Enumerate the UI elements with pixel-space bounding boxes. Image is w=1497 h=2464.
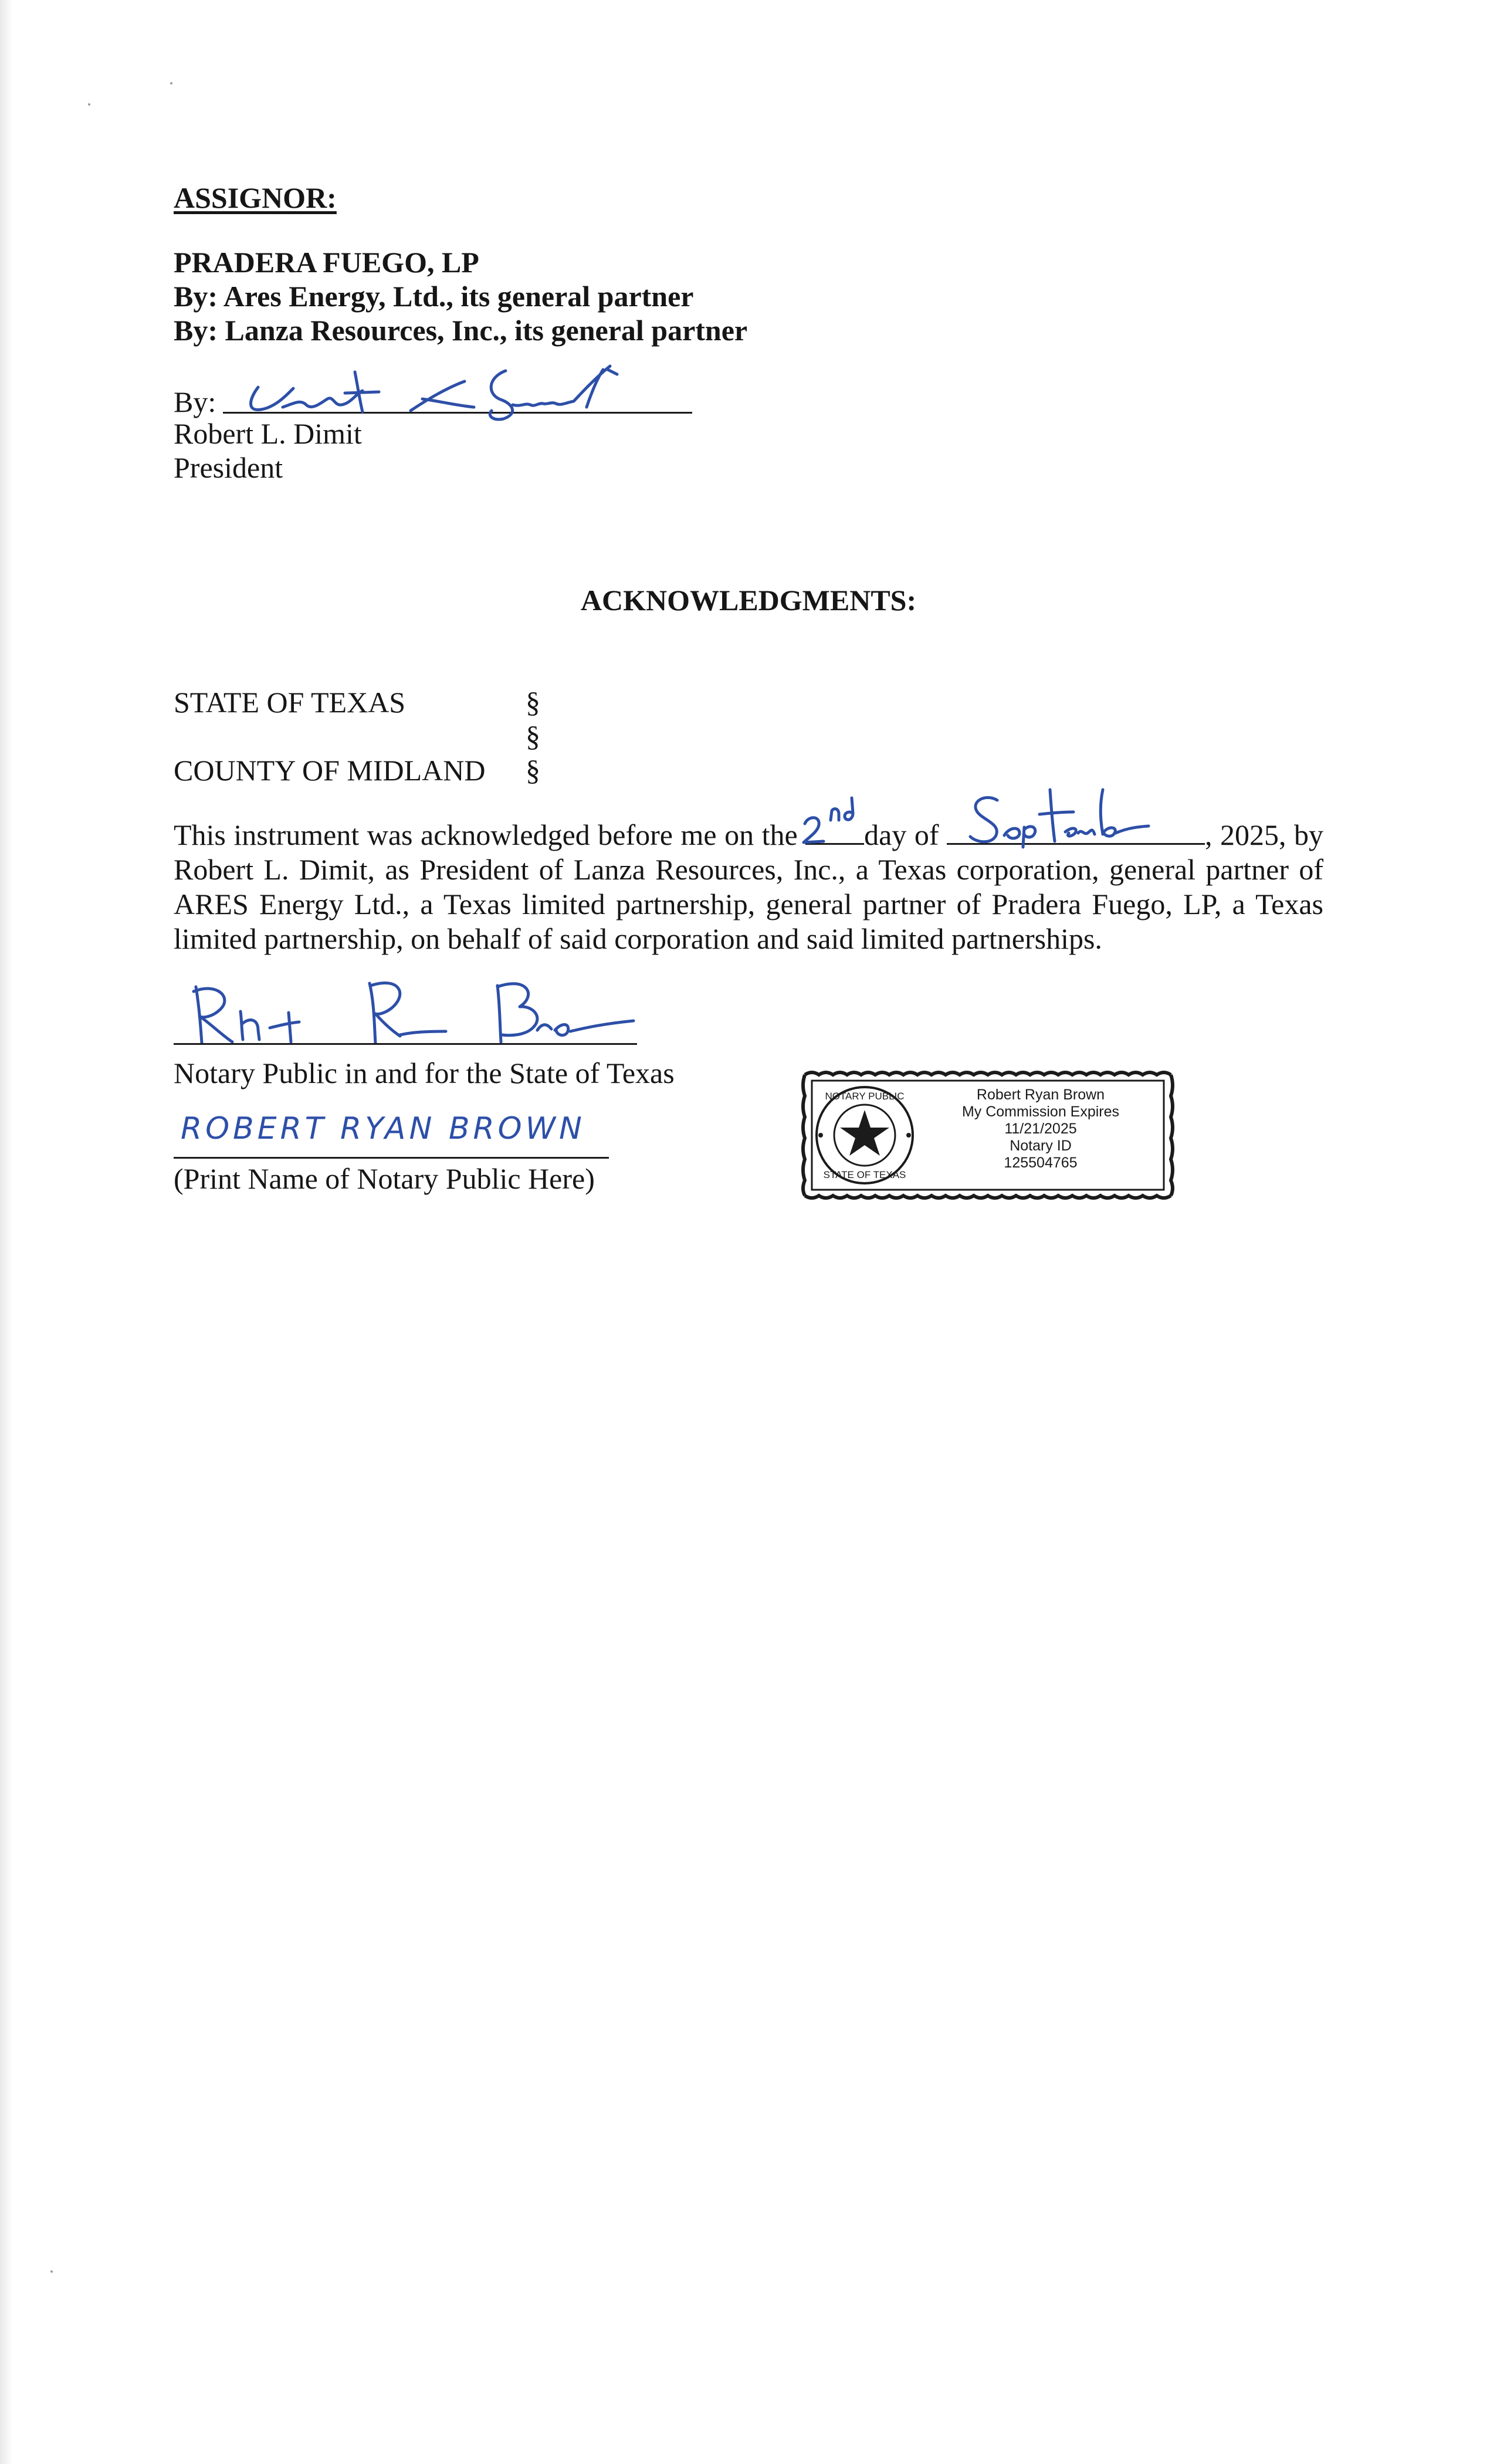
- scan-speck: [88, 103, 90, 106]
- section-symbol: §: [526, 754, 540, 787]
- scan-edge-shadow: [0, 0, 13, 2464]
- notary-stamp: [800, 1068, 1176, 1203]
- acknowledgments-heading: ACKNOWLEDGMENTS:: [580, 584, 917, 617]
- stamp-commission-label: My Commission Expires: [961, 1104, 1120, 1120]
- print-name-label: (Print Name of Notary Public Here): [174, 1162, 595, 1195]
- paragraph-line-3: ARES Energy Ltd., a Texas limited partnership, general partner of Pradera Fuego, LP, a Texas: [174, 888, 1323, 920]
- scan-speck: [170, 82, 172, 84]
- signer-title: President: [174, 451, 283, 484]
- assignor-by-line-1: By: Ares Energy, Ltd., its general partner: [174, 280, 694, 313]
- print-name-line: [174, 1157, 609, 1159]
- notary-public-label: Notary Public in and for the State of Texas: [174, 1057, 675, 1089]
- scan-speck: [50, 2270, 53, 2273]
- section-symbol: §: [526, 720, 540, 753]
- assignor-heading: ASSIGNOR:: [174, 181, 337, 214]
- stamp-id-number: 125504765: [1004, 1155, 1078, 1171]
- by-label: By:: [174, 385, 216, 418]
- stamp-text-block: [917, 1087, 1164, 1172]
- assignor-signature: [235, 358, 680, 422]
- assignor-by-line-2: By: Lanza Resources, Inc., its general partner: [174, 314, 748, 347]
- section-symbol: §: [526, 686, 540, 719]
- stamp-id-label: Notary ID: [1010, 1138, 1072, 1154]
- signer-name: Robert L. Dimit: [174, 417, 362, 450]
- paragraph-line-1: This instrument was acknowledged before me on the day of , 2025, by: [174, 818, 1324, 851]
- seal-bottom-text: STATE OF TEXAS: [823, 1169, 906, 1180]
- handwritten-day: [797, 796, 861, 848]
- county-line: COUNTY OF MIDLAND: [174, 754, 486, 787]
- paragraph-line-4: limited partnership, on behalf of said corporation and said limited partnerships.: [174, 922, 1102, 955]
- seal-top-text: NOTARY PUBLIC: [825, 1091, 905, 1102]
- assignor-entity: PRADERA FUEGO, LP: [174, 246, 479, 279]
- stamp-name: Robert Ryan Brown: [976, 1087, 1105, 1103]
- stamp-expiry-date: 11/21/2025: [1004, 1121, 1077, 1137]
- handwritten-month: [962, 786, 1197, 851]
- paragraph-line-2: Robert L. Dimit, as President of Lanza Resources, Inc., a Texas corporation, general partner of: [174, 853, 1323, 886]
- notary-signature-line: [174, 1043, 637, 1045]
- notary-print-name-handwritten: ROBERT RYAN BROWN: [181, 1111, 585, 1146]
- state-line: STATE OF TEXAS: [174, 686, 406, 719]
- notary-signature: [176, 974, 645, 1050]
